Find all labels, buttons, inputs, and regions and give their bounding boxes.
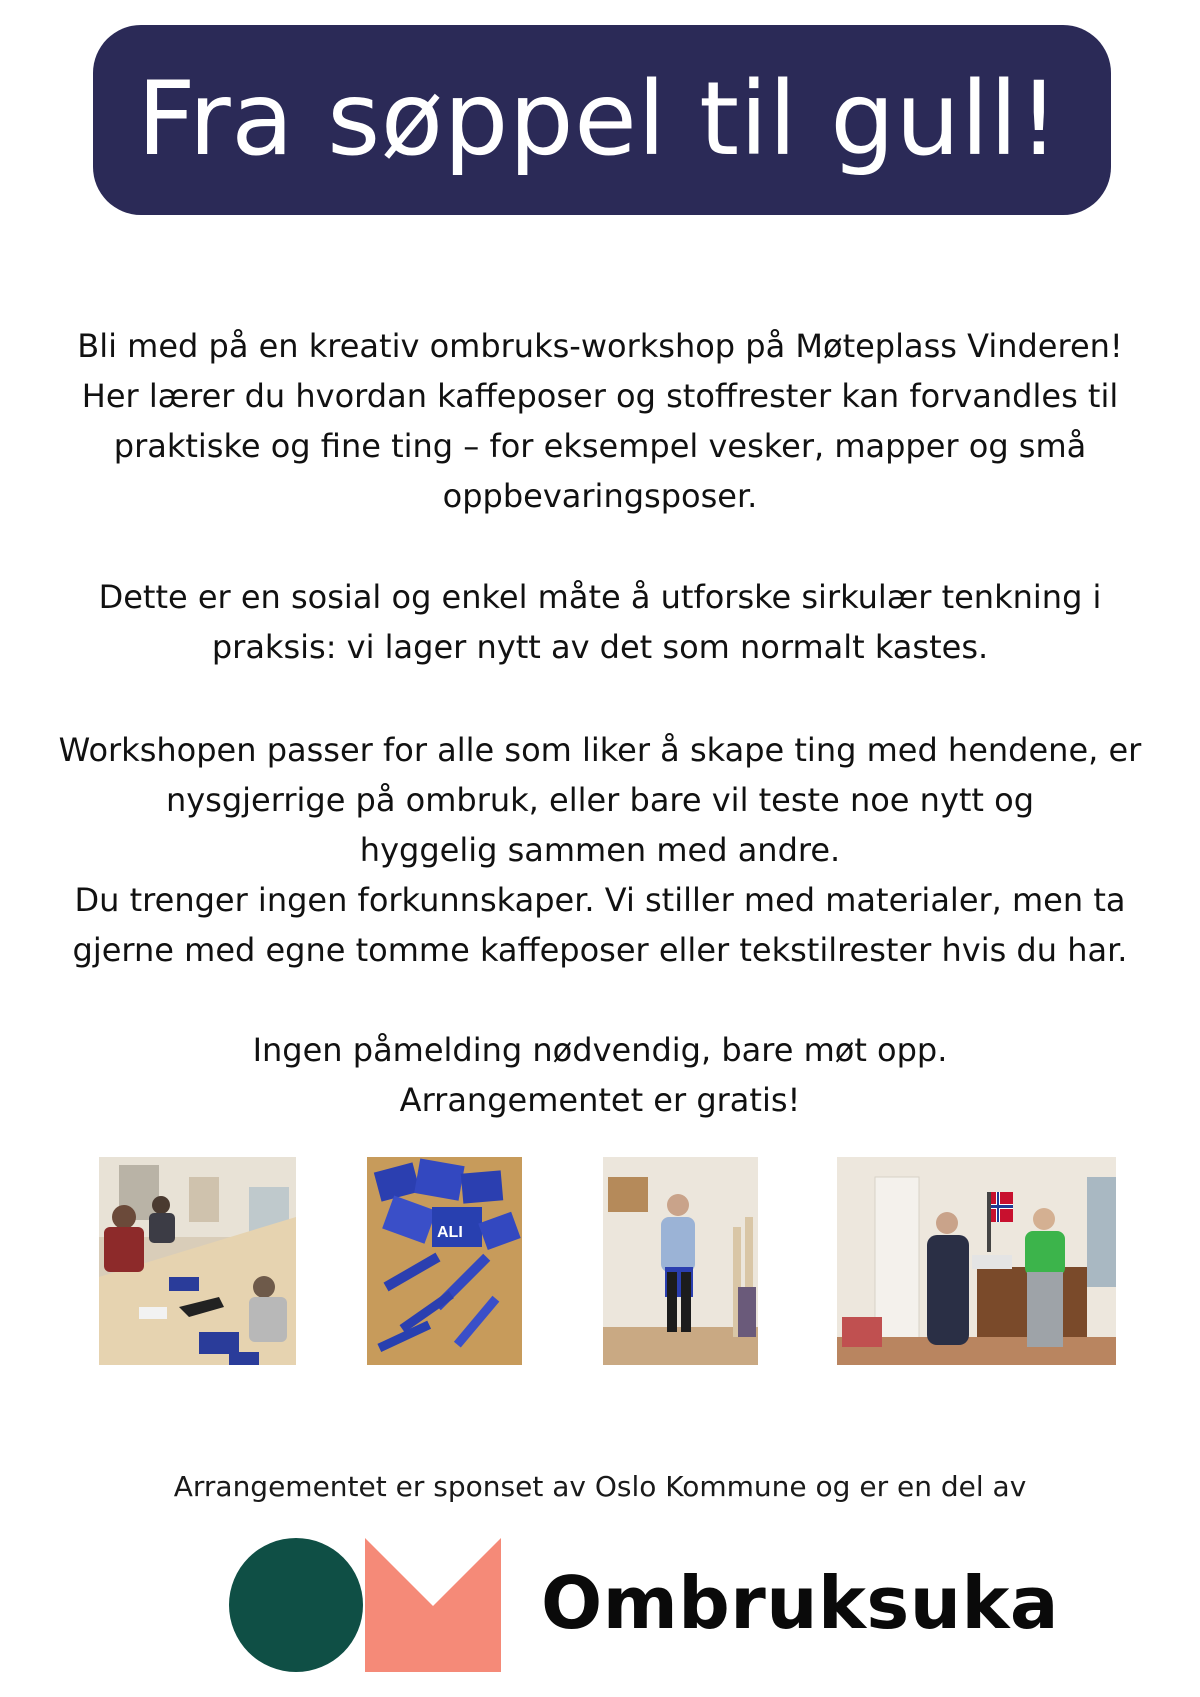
gift-handover-photo <box>837 1157 1116 1365</box>
ombruksuka-logo-icon <box>229 1538 501 1672</box>
circular-paragraph <box>0 572 1200 672</box>
logo-m-shape <box>365 1538 501 1672</box>
intro-line-3: praktiske og fine ting – for eksempel vesker, mapper og små <box>113 427 1087 465</box>
page-title: Fra søppel til gull! <box>137 60 1060 179</box>
intro-line-4: oppbevaringsposer. <box>442 477 758 515</box>
audience-line-4: Du trenger ingen forkunnskaper. Vi stiller med materialer, men ta <box>74 881 1126 919</box>
audience-paragraph <box>0 725 1200 975</box>
audience-line-5: gjerne med egne tomme kaffeposer eller tekstilrester hvis du har. <box>72 931 1128 969</box>
intro-line-1: Bli med på en kreativ ombruks-workshop på Møteplass Vinderen! <box>77 327 1123 365</box>
ali-bag-label: ALI <box>437 1224 463 1241</box>
practical-line-2: Arrangementet er gratis! <box>399 1081 801 1119</box>
audience-line-1: Workshopen passer for alle som liker å skape ting med hendene, er <box>58 731 1142 769</box>
circular-line-2: praksis: vi lager nytt av det som normalt kastes. <box>211 628 989 666</box>
audience-line-3: hyggelig sammen med andre. <box>359 831 841 869</box>
logo-circle <box>229 1538 363 1672</box>
practical-paragraph <box>0 1025 1200 1125</box>
woman-with-bag-photo <box>603 1157 758 1365</box>
coffee-bags-photo <box>367 1157 522 1365</box>
sponsor-text: Arrangementet er sponset av Oslo Kommune og er en del av <box>173 1470 1027 1503</box>
circular-line-1: Dette er en sosial og enkel måte å utforske sirkulær tenkning i <box>98 578 1102 616</box>
ombruksuka-logo-text: Ombruksuka <box>541 1561 1059 1645</box>
practical-line-1: Ingen påmelding nødvendig, bare møt opp. <box>252 1031 948 1069</box>
audience-line-2: nysgjerrige på ombruk, eller bare vil teste noe nytt og <box>165 781 1035 819</box>
workshop-table-photo <box>99 1157 296 1365</box>
title-banner <box>93 25 1111 215</box>
intro-line-2: Her lærer du hvordan kaffeposer og stoffrester kan forvandles til <box>81 377 1119 415</box>
intro-paragraph <box>0 321 1200 521</box>
